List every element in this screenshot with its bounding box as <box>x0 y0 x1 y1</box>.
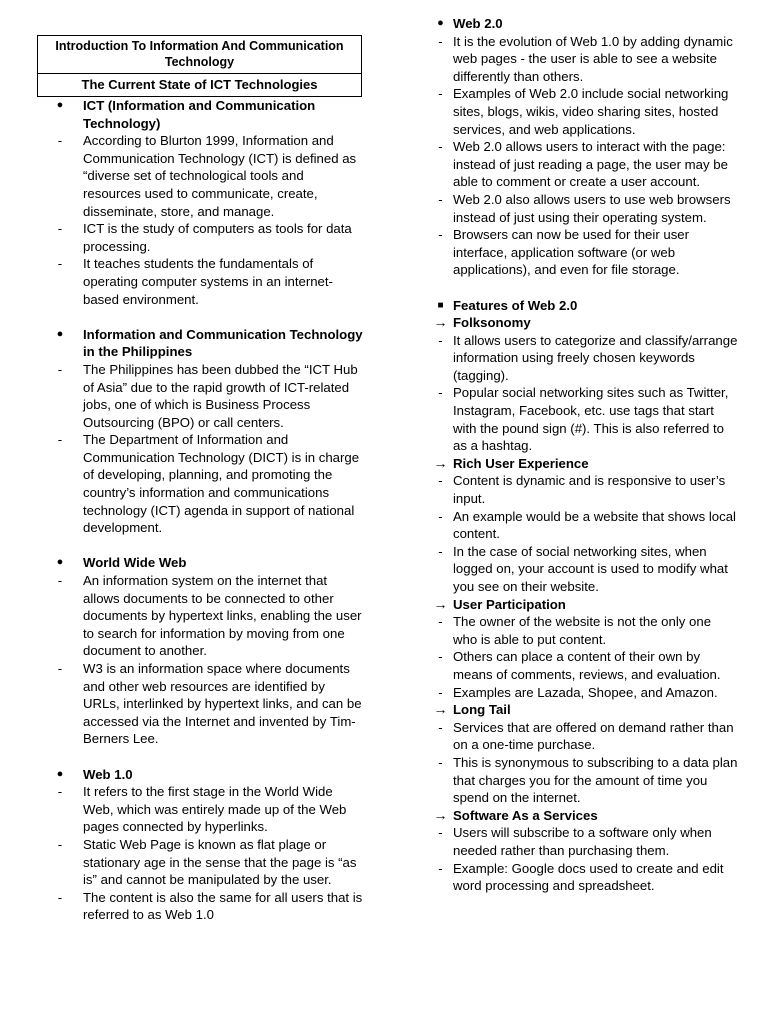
feature-title: Folksonomy <box>453 315 531 331</box>
dash-icon: - <box>57 221 63 237</box>
section-heading <box>37 554 367 572</box>
heading-text: ICT (Information and Communication Technology) <box>83 98 316 131</box>
list-item <box>428 226 738 279</box>
section-heading <box>37 766 367 784</box>
dash-icon: - <box>438 614 443 630</box>
section-features-web-2 <box>428 297 738 895</box>
dash-icon: - <box>438 139 443 155</box>
feature-heading-user-participation <box>428 596 738 614</box>
dash-icon: - <box>438 191 443 207</box>
dash-icon: - <box>57 784 63 800</box>
list-item <box>428 719 738 754</box>
left-column <box>37 35 367 924</box>
bullet-icon: ● <box>56 99 64 111</box>
item-text: ICT is the study of computers as tools for data processing. <box>83 221 352 254</box>
list-item <box>37 220 367 255</box>
item-text: Others can place a content of their own by means of comments, reviews, and evaluation. <box>453 649 721 682</box>
dash-icon: - <box>438 719 443 735</box>
dash-icon: - <box>57 361 63 377</box>
item-text: Browsers can now be used for their user interface, application software (or web applications), and even for file storage. <box>453 227 690 278</box>
item-text: The Department of Information and Communication Technology (DICT) is in charge of developing, planning, and promoting the country’s information and communications technology (ICT) agenda in support of national development. <box>83 432 360 536</box>
arrow-right-icon: → <box>433 806 448 823</box>
section-web-2 <box>428 15 738 279</box>
bullet-icon: ● <box>56 327 64 340</box>
list-item <box>428 824 738 859</box>
list-item <box>37 255 367 308</box>
list-item <box>428 138 738 191</box>
item-text: An information system on the internet that allows documents to be connected to other documents by hypertext links, enabling the user to search for information by moving from one document to another. <box>83 573 362 659</box>
item-text: Users will subscribe to a software only when needed rather than purchasing them. <box>453 825 712 858</box>
bullet-icon: ● <box>56 556 64 569</box>
section-world-wide-web <box>37 554 367 748</box>
list-item <box>37 132 367 220</box>
list-item <box>428 384 738 454</box>
item-text: Static Web Page is known as flat plage or stationary age in the sense that the page is “as is” and cannot be manipulated by the user. <box>83 836 357 888</box>
document-subtitle: The Current State of ICT Technologies <box>81 77 318 92</box>
list-item <box>428 543 738 596</box>
square-bullet-icon: ■ <box>437 299 444 311</box>
list-item <box>37 572 367 660</box>
feature-heading-folksonomy <box>428 314 738 332</box>
dash-icon: - <box>57 661 63 676</box>
dash-icon: - <box>438 473 443 489</box>
bullet-icon: ● <box>56 767 64 780</box>
section-heading <box>428 297 738 315</box>
heading-text: Features of Web 2.0 <box>453 297 578 313</box>
dash-icon: - <box>438 33 443 49</box>
item-text: Web 2.0 also allows users to use web browsers instead of just using their operating system. <box>453 191 731 225</box>
dash-icon: - <box>57 889 63 905</box>
section-web-1 <box>37 766 367 924</box>
list-item <box>428 191 738 226</box>
list-item <box>37 889 367 924</box>
list-item <box>428 472 738 507</box>
section-ict-philippines <box>37 326 367 537</box>
item-text: The content is also the same for all users that is referred to as Web 1.0 <box>83 889 363 923</box>
list-item <box>37 836 367 889</box>
dash-icon: - <box>438 860 443 876</box>
dash-icon: - <box>57 432 63 448</box>
list-item <box>37 361 367 431</box>
list-item <box>37 431 367 537</box>
item-text: An example would be a website that shows local content. <box>453 508 736 542</box>
section-ict <box>37 97 367 308</box>
item-text: Examples of Web 2.0 include social networking sites, blogs, wikis, video sharing sites, hosted services, and web applications. <box>453 86 729 137</box>
feature-heading-software-as-a-service <box>428 807 738 825</box>
dash-icon: - <box>57 133 63 149</box>
section-heading <box>428 15 738 33</box>
heading-text: World Wide Web <box>83 555 187 571</box>
item-text: The owner of the website is not the only one who is able to put content. <box>453 614 712 647</box>
feature-heading-long-tail <box>428 701 738 719</box>
list-item <box>428 860 738 895</box>
dash-icon: - <box>57 573 63 589</box>
item-text: It is the evolution of Web 1.0 by adding dynamic web pages - the user is able to see a website differently than others. <box>453 33 733 84</box>
item-text: It allows users to categorize and classify/arrange information using freely chosen keywords (tagging). <box>453 332 738 383</box>
list-item <box>428 33 738 86</box>
section-heading <box>37 326 367 361</box>
heading-text: Web 1.0 <box>83 766 133 782</box>
dash-icon: - <box>438 684 443 700</box>
arrow-right-icon: → <box>433 701 448 718</box>
item-text: Content is dynamic and is responsive to user’s input. <box>453 473 726 507</box>
feature-title: Software As a Services <box>453 807 598 823</box>
dash-icon: - <box>438 508 443 524</box>
heading-text: Web 2.0 <box>453 16 503 31</box>
item-text: Web 2.0 allows users to interact with the page: instead of just reading a page, the user may be able to comment or create a user account. <box>453 139 728 190</box>
item-text: According to Blurton 1999, Information and Communication Technology (ICT) is defined as “diverse set of technological tools and resources used to communicate, create, disseminate, store, and manage. <box>83 133 357 219</box>
item-text: The Philippines has been dubbed the “ICT Hub of Asia” due to the rapid growth of ICT-related jobs, one of which is Business Process Outsourcing (BPO) or call centers. <box>83 361 358 430</box>
bullet-icon: ● <box>437 17 444 29</box>
item-text: Examples are Lazada, Shopee, and Amazon. <box>453 684 718 700</box>
feature-title: Rich User Experience <box>453 455 589 471</box>
item-text: Example: Google docs used to create and edit word processing and spreadsheet. <box>453 860 724 894</box>
feature-title: Long Tail <box>453 702 511 718</box>
list-item <box>428 508 738 543</box>
arrow-right-icon: → <box>433 314 448 331</box>
section-heading <box>37 97 367 132</box>
dash-icon: - <box>438 86 443 102</box>
item-text: Services that are offered on demand rather than on a one-time purchase. <box>453 719 734 753</box>
title-box <box>37 35 362 97</box>
dash-icon: - <box>438 543 443 559</box>
list-item <box>428 85 738 138</box>
heading-text: Information and Communication Technology in the Philippines <box>83 326 363 360</box>
list-item <box>428 648 738 683</box>
dash-icon: - <box>438 649 443 665</box>
list-item <box>428 754 738 807</box>
item-text: It refers to the first stage in the World Wide Web, which was entirely made up of the Web pages connected by hyperlinks. <box>83 784 347 835</box>
arrow-right-icon: → <box>433 454 448 471</box>
item-text: This is synonymous to subscribing to a data plan that charges you for the amount of time you spend on the internet. <box>453 754 738 806</box>
dash-icon: - <box>438 385 443 401</box>
feature-heading-rich-user-experience <box>428 455 738 473</box>
document-title: Introduction To Information And Communication Technology <box>38 36 361 74</box>
item-text: It teaches students the fundamentals of operating computer systems in an internet-based environment. <box>83 256 333 307</box>
list-item <box>428 332 738 385</box>
dash-icon: - <box>57 256 63 272</box>
list-item <box>428 684 738 702</box>
right-column <box>428 15 738 895</box>
item-text: In the case of social networking sites, when logged on, your account is used to modify what you see on their website. <box>453 543 728 594</box>
arrow-right-icon: → <box>433 595 448 612</box>
dash-icon: - <box>438 332 443 348</box>
dash-icon: - <box>438 227 443 243</box>
feature-title: User Participation <box>453 596 566 612</box>
list-item <box>37 660 367 748</box>
dash-icon: - <box>438 754 443 770</box>
list-item <box>428 613 738 648</box>
item-text: W3 is an information space where documents and other web resources are identified by URLs, interlinked by hypertext links, and can be accessed via the Internet and invented by Tim-Berners Lee. <box>83 661 362 747</box>
dash-icon: - <box>57 836 63 852</box>
list-item <box>37 783 367 836</box>
item-text: Popular social networking sites such as Twitter, Instagram, Facebook, etc. use tags that start with the pound sign (#). This is also referred to as a hashtag. <box>453 385 729 454</box>
dash-icon: - <box>438 825 443 841</box>
